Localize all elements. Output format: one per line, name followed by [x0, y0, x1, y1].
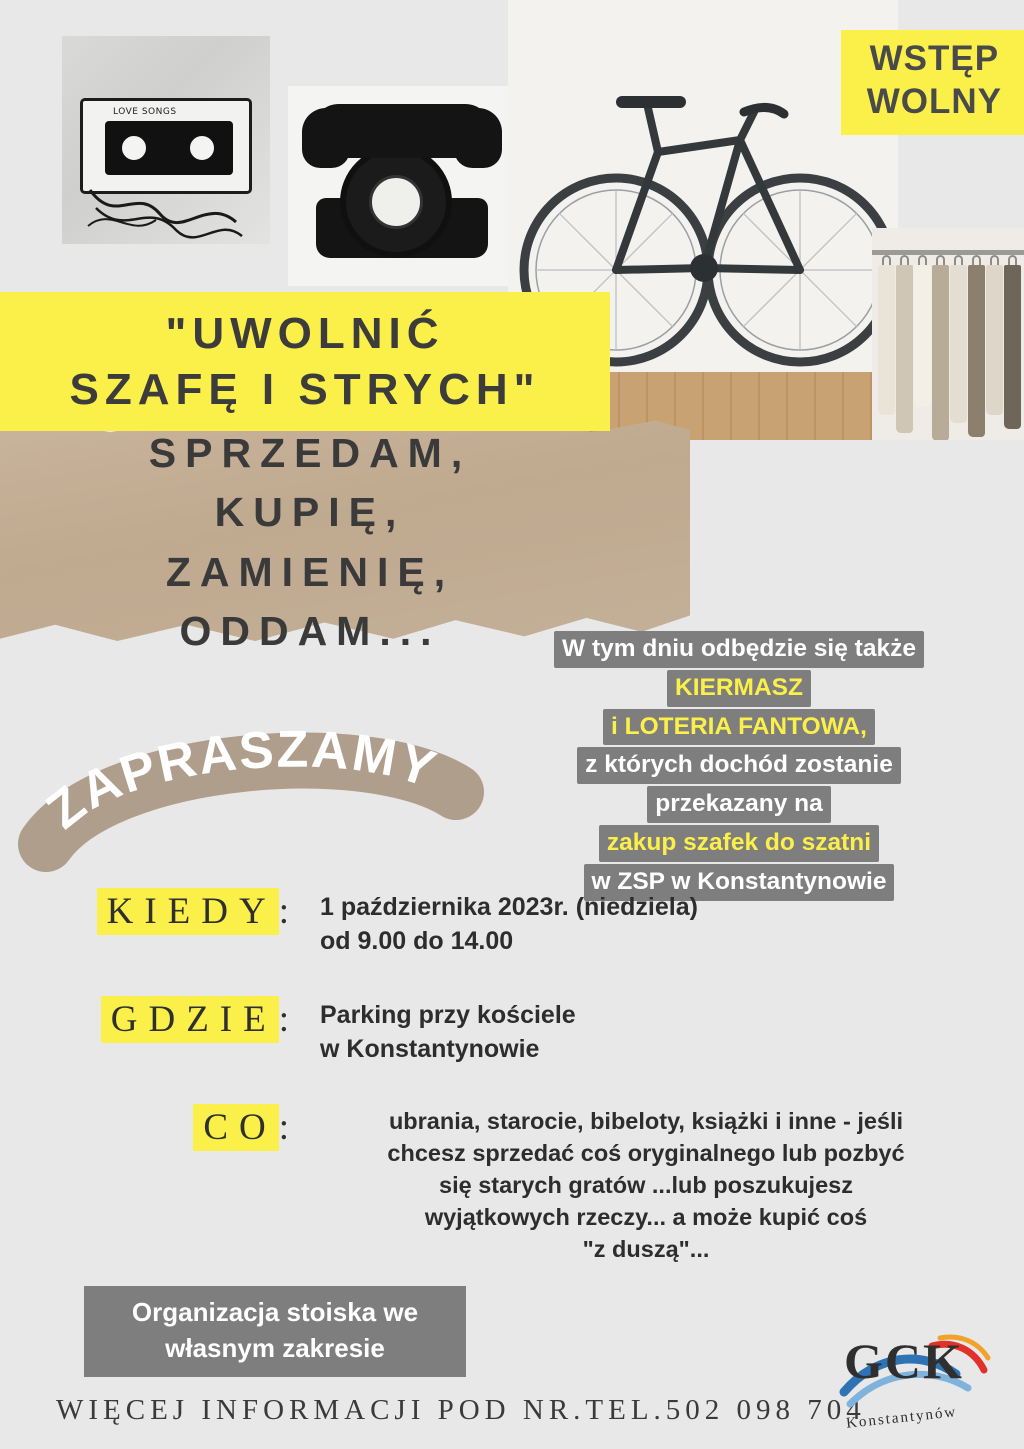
co-line-4: wyjątkowych rzeczy... a może kupić coś	[424, 1203, 868, 1230]
detail-row-co	[0, 1106, 1024, 1266]
detail-value-kiedy	[320, 890, 980, 958]
organizacja-line-2: własnym zakresie	[165, 1333, 385, 1364]
hanger	[986, 255, 1003, 415]
detail-label-kiedy: KIEDY:	[0, 890, 300, 933]
gdzie-line-1: Parking przy kościele	[320, 1001, 576, 1029]
detail-row-gdzie	[0, 998, 1024, 1066]
gck-logo	[836, 1326, 996, 1431]
kiedy-line-2: od 9.00 do 14.00	[320, 927, 514, 955]
telephone-dial-center	[369, 175, 423, 229]
cassette-tape-tangle	[86, 186, 246, 244]
telephone-rotary-dial	[340, 146, 452, 258]
page-subtitle	[0, 424, 620, 662]
free-admission-badge	[841, 30, 1024, 135]
hanger	[932, 255, 949, 440]
page-title	[0, 292, 610, 431]
subtitle-line-4: ODDAM...	[179, 608, 441, 655]
detail-value-gdzie	[320, 998, 980, 1066]
logo-letters: GCK	[844, 1333, 964, 1389]
detail-label-gdzie: GDZIE:	[0, 998, 300, 1041]
rotary-telephone-photo	[288, 86, 516, 286]
hanger	[950, 255, 967, 423]
detail-label-co: CO:	[0, 1106, 300, 1149]
cassette-body	[80, 98, 252, 194]
admission-line-1: WSTĘP	[869, 39, 1000, 78]
telephone-handset	[312, 104, 492, 158]
fundraiser-info-box	[500, 630, 978, 902]
hanger	[896, 255, 913, 433]
contact-footer: WIĘCEJ INFORMACJI POD NR.TEL.502 098 704	[56, 1394, 866, 1426]
info-line-7: w ZSP w Konstantynowie	[584, 864, 895, 901]
event-details	[0, 890, 1024, 1292]
stall-organisation-note	[84, 1286, 466, 1377]
subtitle-line-3: ZAMIENIĘ,	[165, 548, 455, 595]
kiedy-line-1: 1 października 2023r. (niedziela)	[320, 893, 698, 921]
info-line-5: przekazany na	[647, 786, 831, 823]
hanger	[1004, 255, 1021, 429]
organizacja-line-1: Organizacja stoiska we	[131, 1297, 419, 1327]
hanger	[968, 255, 985, 437]
invite-badge-text: ZAPRASZAMY	[35, 720, 445, 841]
detail-value-co	[296, 1106, 996, 1266]
co-line-1: ubrania, starocie, bibeloty, książki i inne - jeśli	[388, 1108, 904, 1134]
co-line-2: chcesz sprzedać coś oryginalnego lub pozbyć	[387, 1139, 905, 1166]
cassette-reel-left	[117, 131, 151, 165]
gdzie-line-2: w Konstantynowie	[320, 1035, 540, 1063]
cassette-label-text: LOVE SONGS	[113, 107, 177, 117]
info-line-4: z których dochód zostanie	[577, 747, 901, 784]
info-line-6: zakup szafek do szatni	[599, 825, 879, 862]
logo-caption: Konstantynów	[845, 1404, 958, 1432]
cassette-reel-right	[185, 131, 219, 165]
cassette-window	[105, 121, 233, 175]
cassette-photo	[62, 36, 270, 244]
info-line-3: i LOTERIA FANTOWA,	[603, 709, 875, 746]
admission-line-2: WOLNY	[866, 81, 1002, 121]
info-line-2: KIERMASZ	[667, 670, 811, 707]
invite-badge	[35, 720, 468, 856]
hanger	[878, 255, 895, 415]
clothes-rack-photo	[872, 228, 1024, 440]
headline-line-2: SZAFĘ I STRYCH"	[69, 365, 541, 415]
subtitle-line-2: KUPIĘ,	[214, 489, 406, 536]
subtitle-line-1: SPRZEDAM,	[148, 430, 472, 476]
info-line-1: W tym dniu odbędzie się także	[554, 631, 924, 668]
headline-line-1: "UWOLNIĆ	[165, 309, 445, 358]
co-line-3: się starych gratów ...lub poszukujesz	[439, 1171, 853, 1198]
co-line-5: "z duszą"...	[582, 1235, 710, 1262]
detail-row-kiedy	[0, 890, 1024, 958]
hanger	[914, 255, 931, 407]
